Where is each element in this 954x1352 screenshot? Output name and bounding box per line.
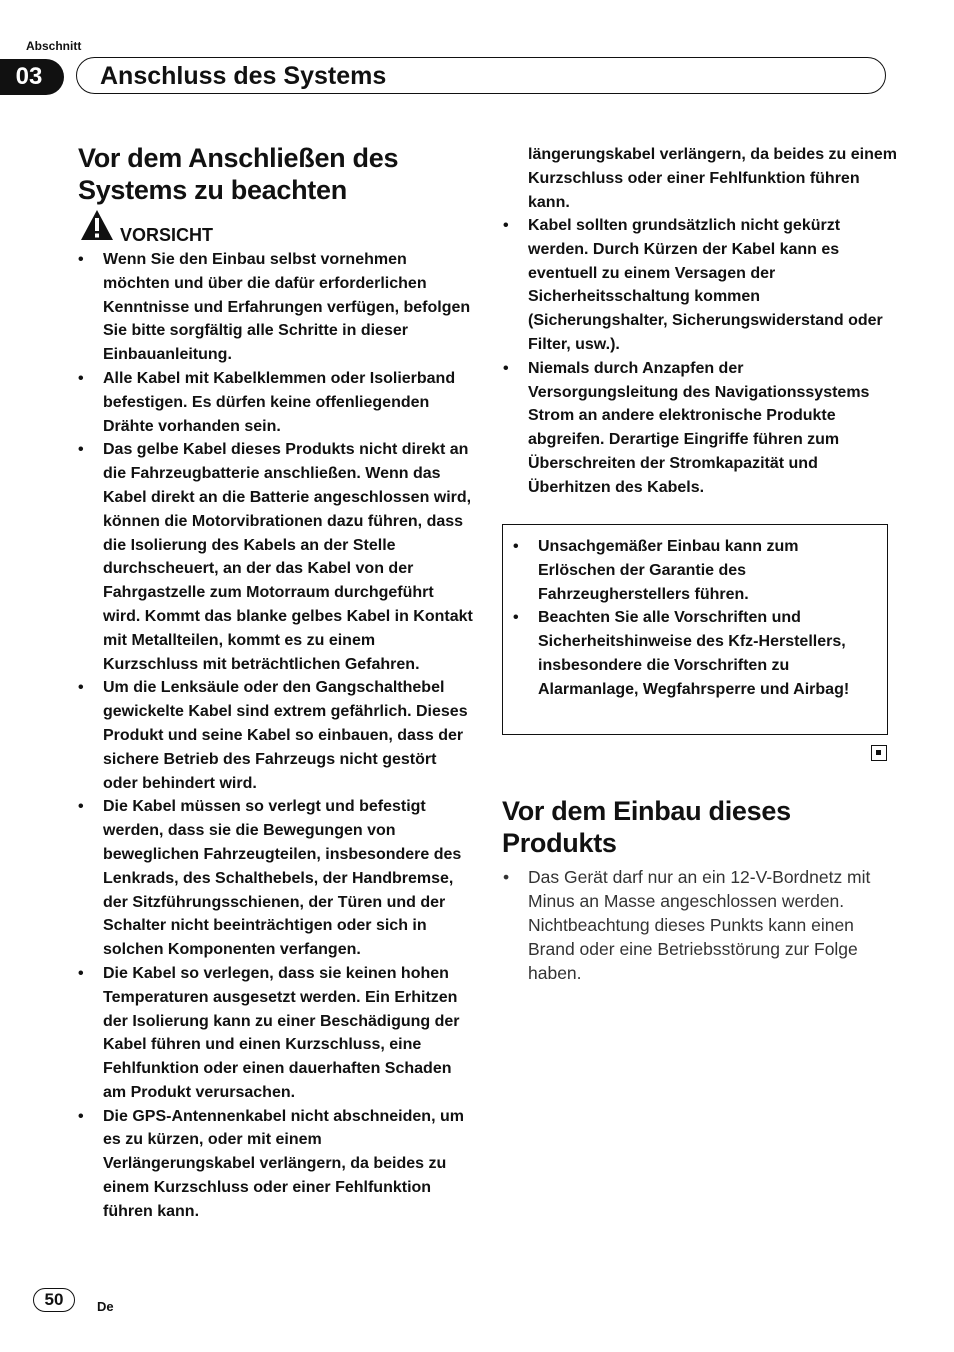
list-item: • Um die Lenksäule oder den Gangschalthebel gewickelte Kabel sind extrem gefährlich. Dieses Produkt und seine Kabel so einbauen, dass der sichere Betrieb des Fahrzeugs nicht gestört oder behindert wird.: [78, 676, 473, 795]
list-item: • Die Kabel müssen so verlegt und befestigt werden, dass sie die Bewegungen von beweglichen Fahrzeugteilen, insbesondere des Lenkrads, des Schalthebels, der Handbremse, der Sitzführungsschienen, der Türen und der Schalter nicht beeinträchtigen oder sich in solchen Komponenten verfangen.: [78, 795, 473, 962]
list-item: • Niemals durch Anzapfen der Versorgungsleitung des Navigationssystems Strom an andere elektronische Produkte abgreifen. Derartige Eingriffe führen zum Überschreiten der Stromkapazität und Überhitzen des Kabels.: [503, 357, 898, 500]
page-heading-left: Vor dem Anschließen des Systems zu beachten: [78, 143, 399, 205]
list-item: • Die Kabel so verlegen, dass sie keinen hohen Temperaturen ausgesetzt werden. Ein Erhitzen der Isolierung kann zu einer Beschädigung der Kabel führen und einen Kurzschluss, eine Fehlfunktion oder einen dauerhaften Schaden am Produkt verursachen.: [78, 962, 473, 1105]
notice-list: [513, 535, 878, 702]
caution-list-continued: [503, 214, 898, 500]
list-item: • Unsachgemäßer Einbau kann zum Erlöschen der Garantie des Fahrzeugherstellers führen.: [513, 535, 878, 606]
list-item: • Das Gerät darf nur an ein 12-V-Bordnetz mit Minus an Masse angeschlossen werden. Nichtbeachtung dieses Punkts kann einen Brand oder eine Betriebsstörung zur Folge haben.: [503, 865, 898, 985]
list-item: • Die GPS-Antennenkabel nicht abschneiden, um es zu kürzen, oder mit einem Verlängerungskabel verlängern, da beides zu einem Kurzschluss oder einer Fehlfunktion führen kann.: [78, 1105, 473, 1153]
list-item-continuation: längerungskabel verlängern, da beides zu einem Kurzschluss oder einer Fehlfunktion führen kann.: [528, 146, 898, 211]
list-item: • Wenn Sie den Einbau selbst vornehmen möchten und über die dafür erforderlichen Kenntnisse und Erfahrungen verfügen, befolgen Sie bitte sorgfältig alle Schritte in dieser Einbauanleitung.: [78, 248, 473, 367]
caution-list: [78, 248, 473, 1220]
page-language: De: [97, 1299, 114, 1314]
list-item: • Alle Kabel mit Kabelklemmen oder Isolierband befestigen. Es dürfen keine offenliegenden Drähte vorhanden sein.: [78, 367, 473, 438]
list-item: • Beachten Sie alle Vorschriften und Sicherheitshinweise des Kfz-Herstellers, insbesondere die Vorschriften zu Alarmanlage, Wegfahrsperre und Airbag!: [513, 606, 878, 701]
warning-triangle-icon: [80, 209, 114, 241]
list-item: • Kabel sollten grundsätzlich nicht gekürzt werden. Durch Kürzen der Kabel kann es eventuell zu einem Versagen der Sicherheitsschaltung kommen (Sicherungshalter, Sicherungswiderstand oder Filter, usw.).: [503, 214, 898, 357]
list-item: • Das gelbe Kabel dieses Produkts nicht direkt an die Fahrzeugbatterie anschließen. Wenn das Kabel direkt an die Batterie angeschlossen wird, können die Motorvibrationen dazu führen, dass die Isolierung des Kabels an der Stelle durchscheuert, an der das Kabel von der Fahrgastzelle zum Motorraum durchgeführt wird. Kommt das blanke gelbes Kabel in Kontakt mit Metallteilen, kommt es zu einem Kurzschluss mit beträchtlichen Gefahren.: [78, 438, 473, 676]
section-number-badge: 03: [0, 59, 64, 95]
end-of-section-icon: [871, 745, 887, 761]
page-number: 50: [33, 1288, 75, 1312]
caution-label: VORSICHT: [120, 225, 214, 245]
page-heading-right: Vor dem Einbau dieses Produkts: [502, 796, 791, 858]
section-label: Abschnitt: [26, 39, 82, 53]
section-title: Anschluss des Systems: [100, 62, 387, 90]
install-list: [503, 865, 898, 985]
